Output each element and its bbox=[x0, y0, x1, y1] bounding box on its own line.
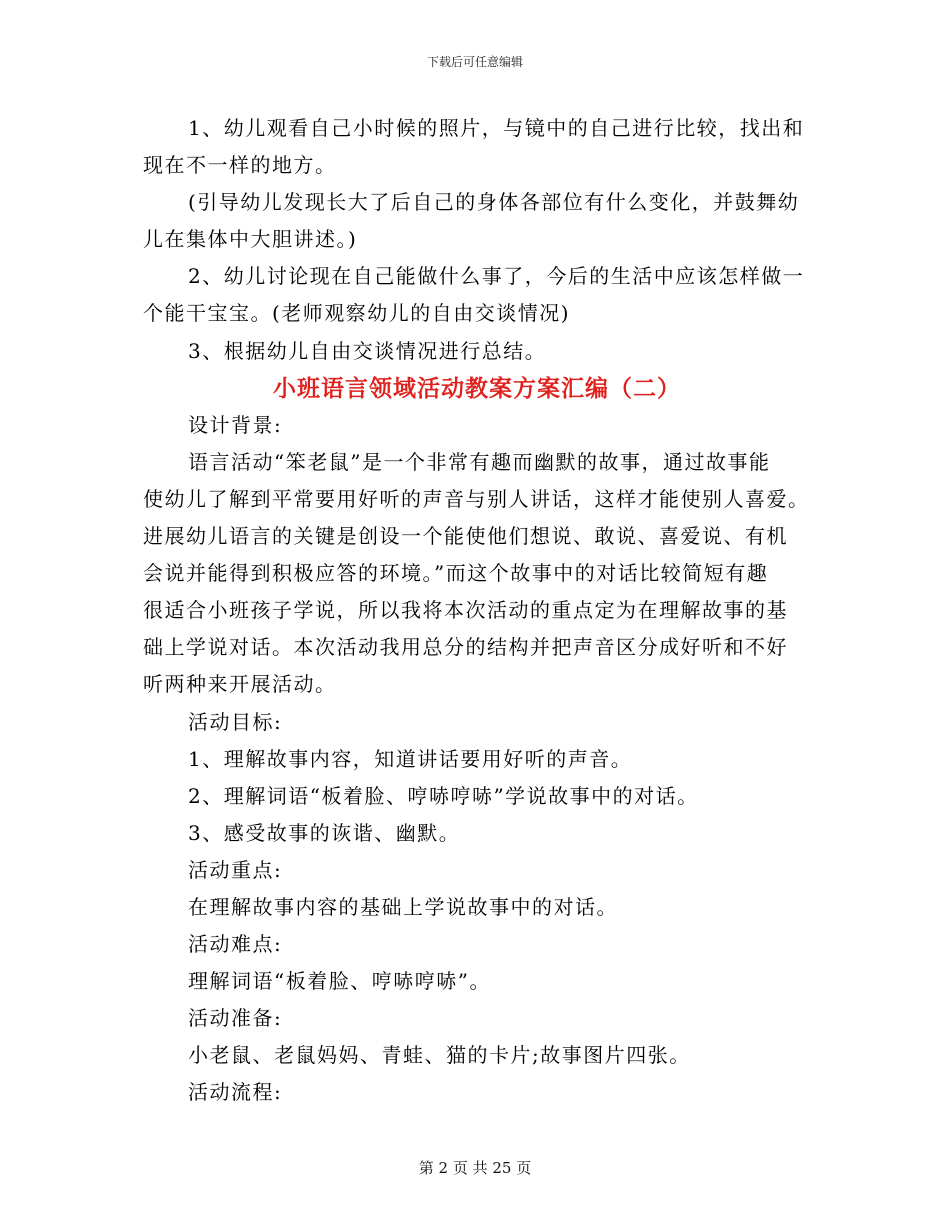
document-body bbox=[143, 110, 811, 1112]
section-title: 小班语言领域活动教案方案汇编（二） bbox=[273, 374, 681, 402]
page-header: 下载后可任意编辑 bbox=[426, 55, 523, 69]
paragraph-line: 在理解故事内容的基础上学说故事中的对话。 bbox=[188, 894, 618, 919]
paragraph-line: 1、幼儿观看自己小时候的照片，与镜中的自己进行比较，找出和 bbox=[188, 116, 805, 140]
paragraph-line: 语言活动“笨老鼠”是一个非常有趣而幽默的故事，通过故事能 bbox=[188, 449, 771, 474]
section-heading: 活动难点: bbox=[188, 932, 283, 957]
section-heading: 活动流程: bbox=[188, 1080, 283, 1105]
page-footer: 第 2 页 共 25 页 bbox=[418, 1159, 532, 1177]
paragraph-line: 进展幼儿语言的关键是创设一个能使他们想说、敢说、喜爱说、有机 bbox=[143, 524, 788, 549]
list-item: 3、感受故事的诙谐、幽默。 bbox=[188, 820, 461, 845]
paragraph-line: 会说并能得到积极应答的环境。”而这个故事中的对话比较简短有趣 bbox=[143, 561, 769, 586]
paragraph-line: 个能干宝宝。(老师观察幼儿的自由交谈情况) bbox=[143, 301, 571, 326]
paragraph-line: (引导幼儿发现长大了后自己的身体各部位有什么变化，并鼓舞幼 bbox=[188, 190, 800, 215]
paragraph-line: 理解词语“板着脸、哼哧哼哧”。 bbox=[188, 969, 491, 994]
paragraph-line: 2、幼儿讨论现在自己能做什么事了，今后的生活中应该怎样做一 bbox=[188, 264, 805, 289]
paragraph-line: 3、根据幼儿自由交谈情况进行总结。 bbox=[188, 338, 547, 363]
paragraph-line: 小老鼠、老鼠妈妈、青蛙、猫的卡片;故事图片四张。 bbox=[188, 1043, 691, 1068]
section-heading: 活动重点: bbox=[188, 857, 283, 882]
paragraph-line: 现在不一样的地方。 bbox=[143, 153, 337, 178]
list-item: 2、理解词语“板着脸、哼哧哼哧”学说故事中的对话。 bbox=[188, 783, 699, 808]
paragraph-line: 听两种来开展活动。 bbox=[143, 672, 337, 697]
paragraph-line: 础上学说对话。本次活动我用总分的结构并把声音区分成好听和不好 bbox=[143, 635, 788, 660]
paragraph-line: 很适合小班孩子学说，所以我将本次活动的重点定为在理解故事的基 bbox=[143, 598, 788, 623]
section-heading: 活动准备: bbox=[188, 1006, 283, 1031]
paragraph-line: 使幼儿了解到平常要用好听的声音与别人讲话，这样才能使别人喜爱。 bbox=[143, 486, 810, 511]
list-item: 1、理解故事内容，知道讲话要用好听的声音。 bbox=[188, 746, 633, 771]
section-heading: 设计背景: bbox=[188, 412, 283, 437]
paragraph-line: 儿在集体中大胆讲述。) bbox=[143, 227, 358, 252]
section-heading: 活动目标: bbox=[188, 709, 283, 734]
